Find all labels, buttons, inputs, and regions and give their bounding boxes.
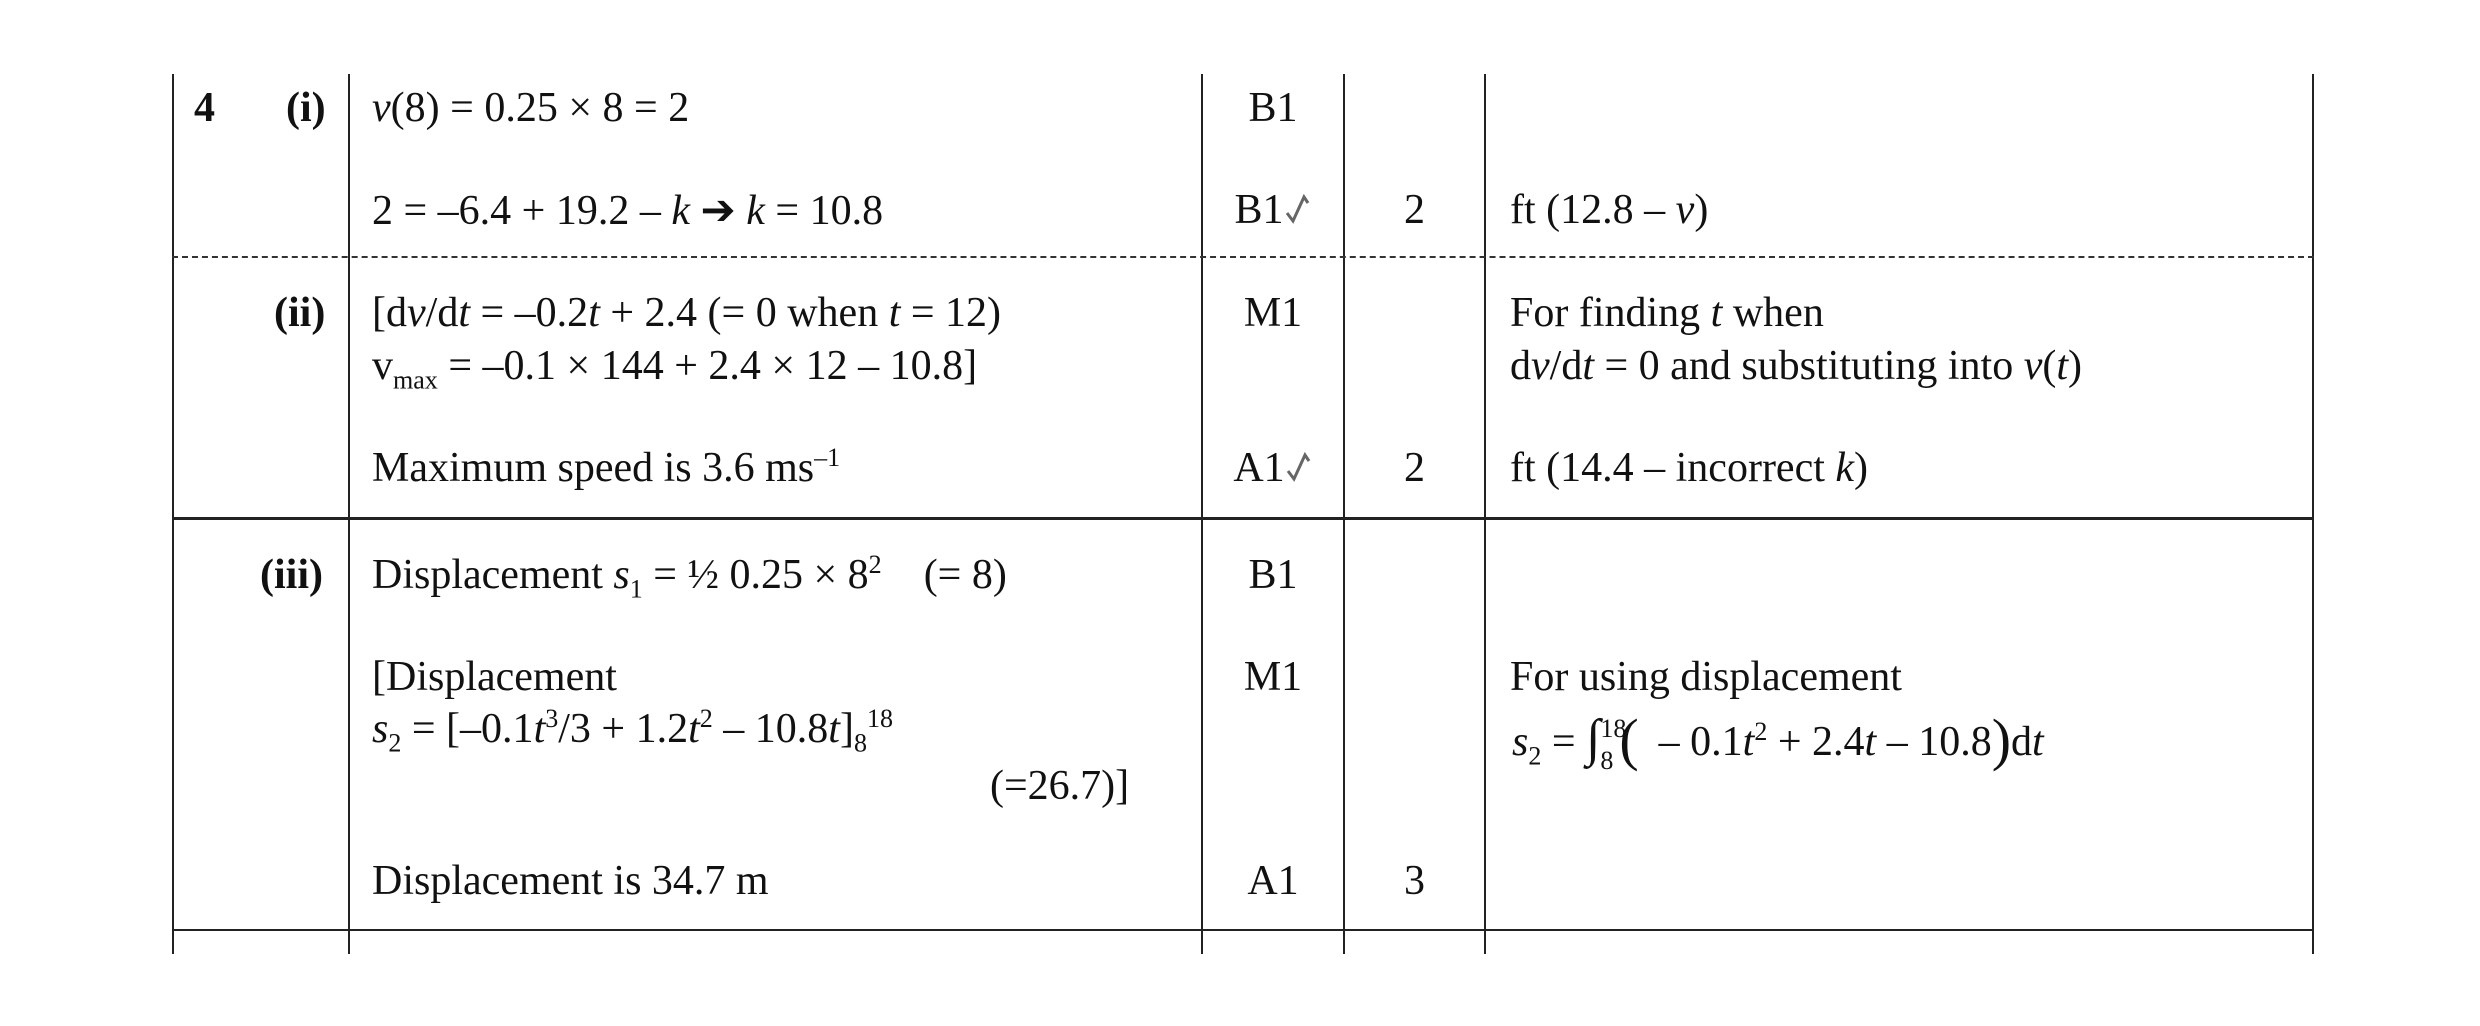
mark-iii-3: A1 (1247, 858, 1299, 904)
column-rule-label (348, 74, 350, 954)
answer-iii-1: Displacement $s_1$ = ½ $0.25 \times 8^2$ (= 8) (372, 550, 1007, 604)
answer-iii-2b: $s_2 = [-0.1t^3/3 + 1.2t^2 - 10.8t]_8^{18}$ (372, 704, 894, 758)
answer-iii-2c: (=26.7)] (990, 763, 1130, 809)
follow-through-tick-icon (1284, 191, 1312, 227)
column-rule-right (2312, 74, 2314, 954)
column-rule-left (172, 74, 174, 954)
mark-iii-1: B1 (1248, 552, 1298, 598)
mark-ii-2-text: A1 (1233, 445, 1285, 491)
part-label-i: (i) (286, 85, 326, 131)
divider-solid (172, 517, 2314, 520)
guidance-ii-2: ft (14.4 – incorrect k) (1510, 445, 1869, 491)
total-ii: 2 (1404, 445, 1425, 491)
answer-ii-1b: $v_{max} = -0.1 \times 144 + 2.4 \times 12 - 10.8$] (372, 343, 978, 395)
part-label-ii: (ii) (274, 290, 326, 336)
answer-ii-2: Maximum speed is 3.6 $ms^{-1}$ (372, 443, 841, 491)
total-iii: 3 (1404, 858, 1425, 904)
answer-iii-2a: [Displacement (372, 654, 617, 700)
follow-through-tick-icon (1285, 449, 1313, 485)
mark-ii-2 (1203, 444, 1343, 492)
total-i: 2 (1404, 187, 1425, 233)
column-rule-total (1484, 74, 1486, 954)
mark-i-2-text: B1 (1234, 187, 1284, 233)
mark-ii-1: M1 (1243, 290, 1303, 336)
guidance-iii-2b: $s_2 = \int^{18}_8$ ( – $0.1t^2 + 2.4t - 10.8)dt$ (1512, 707, 2044, 775)
mark-i-2 (1203, 186, 1343, 234)
guidance-iii-2a: For using displacement (1510, 654, 1902, 700)
divider-dashed (172, 256, 2314, 258)
answer-iii-3: Displacement is 34.7 m (372, 858, 769, 904)
question-number: 4 (194, 85, 215, 131)
divider-bottom (172, 929, 2314, 931)
answer-i-2: 2 = –6.4 + 19.2 – k ➔ k = 10.8 (372, 185, 884, 234)
mark-i-1: B1 (1248, 85, 1298, 131)
answer-ii-1a: [dv/dt = –0.2t + 2.4 (= 0 when t = 12) (372, 290, 1002, 336)
part-label-iii: (iii) (260, 552, 323, 598)
guidance-i-2: ft (12.8 – v) (1510, 187, 1709, 233)
guidance-ii-1b: dv/dt = 0 and substituting into v(t) (1510, 343, 2083, 389)
mark-iii-2: M1 (1243, 654, 1303, 700)
guidance-ii-1a: For finding t when (1510, 290, 1824, 336)
answer-i-1: v(8) = 0.25 × 8 = 2 (372, 85, 690, 131)
